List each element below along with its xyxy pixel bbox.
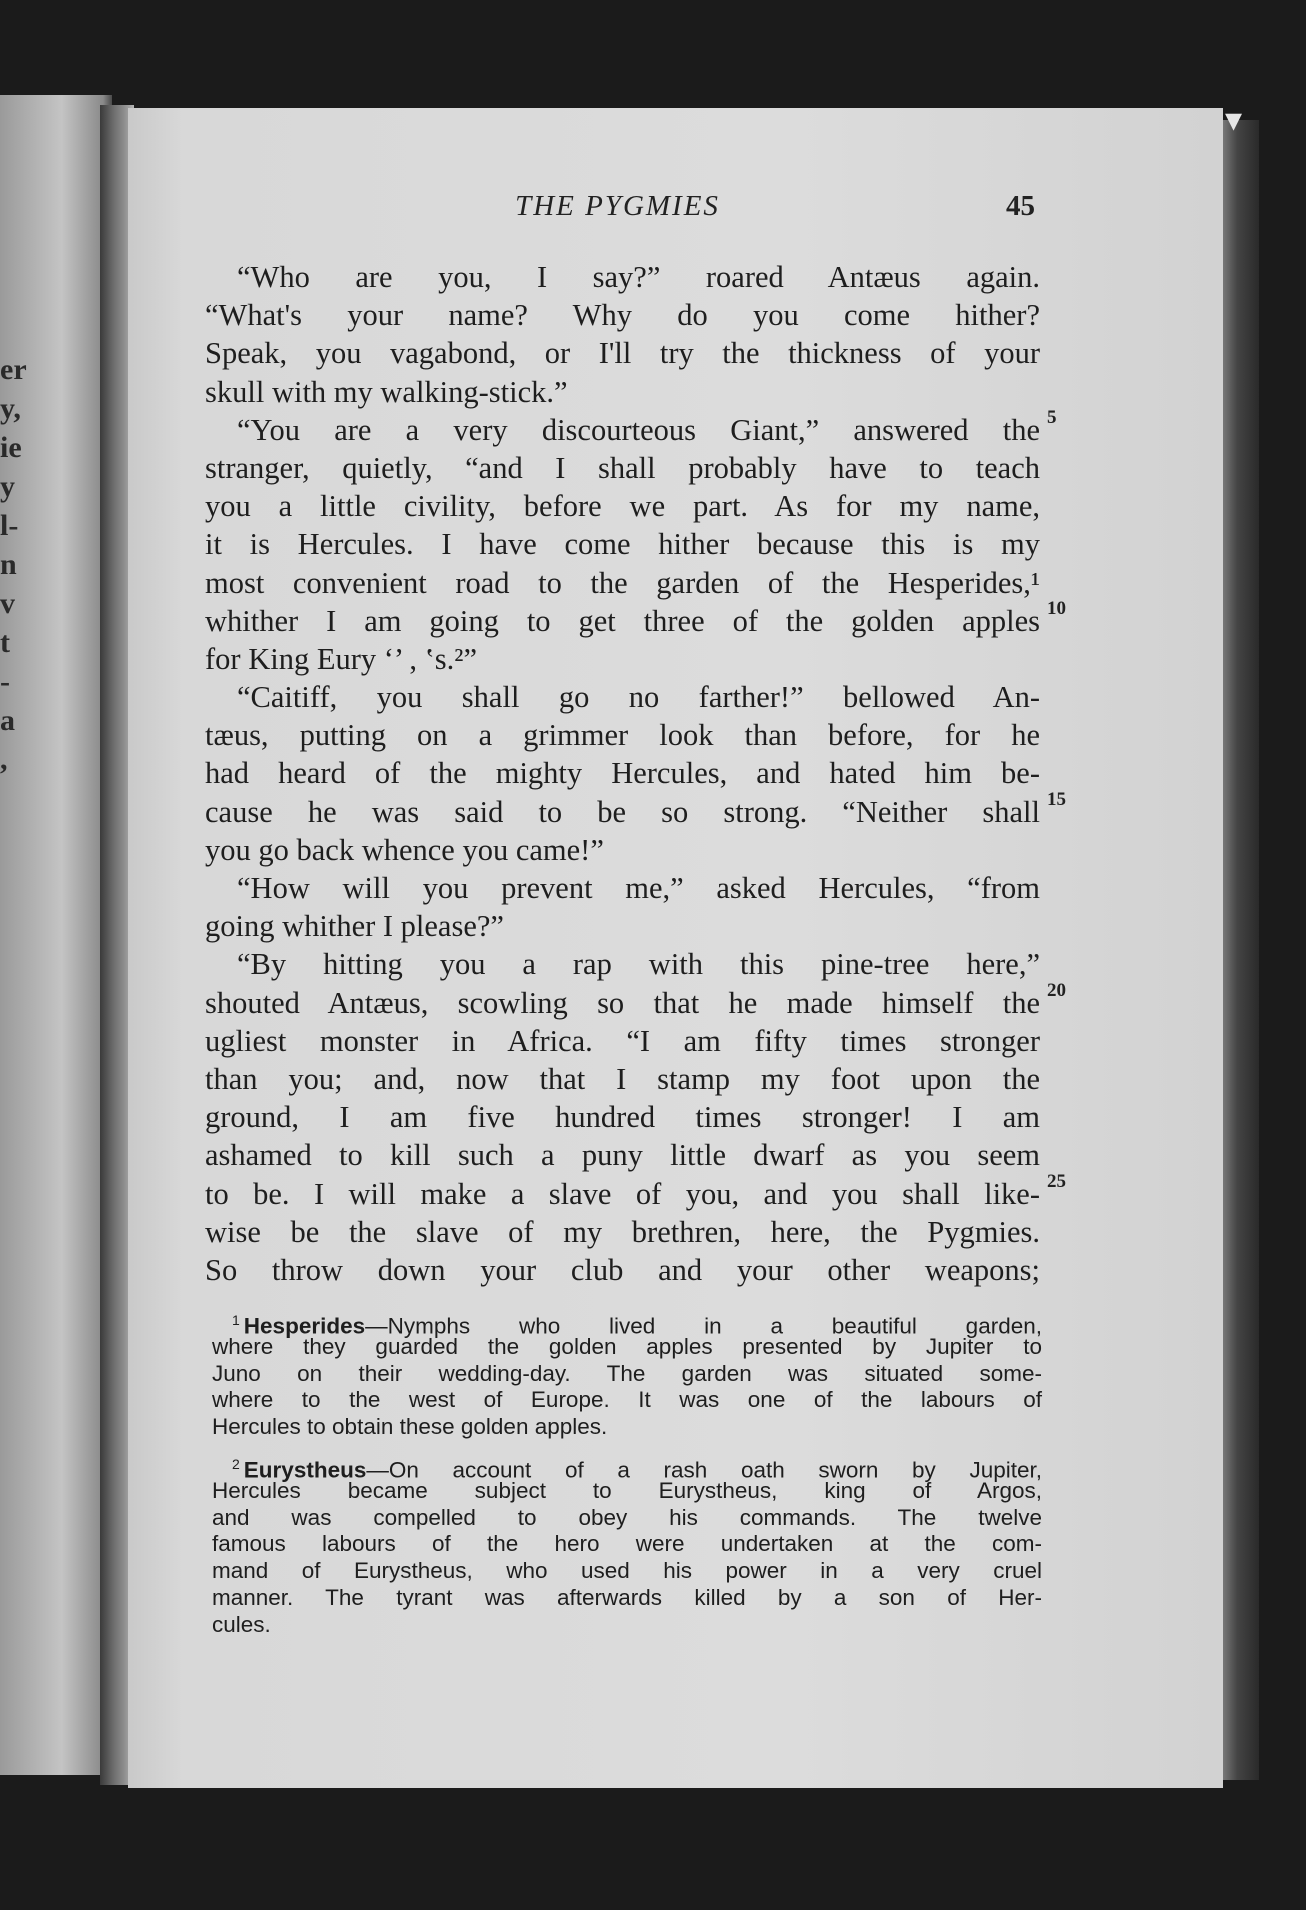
facing-page-fragment: l- [0, 509, 19, 542]
facing-page-fragment: er [0, 353, 27, 386]
page-header [200, 190, 1035, 230]
text-line: “Caitiff, you shall go no farther!” bellowed An- [237, 680, 1040, 715]
footnote-line: manner. The tyrant was afterwards killed by a son of Her- [212, 1584, 1042, 1610]
text-line: ground, I am five hundred times stronger! I am [205, 1100, 1040, 1135]
text-line: tæus, putting on a grimmer look than before, for he [205, 718, 1040, 753]
footnote-line [212, 1451, 1042, 1483]
text-line: whither I am going to get three of the golden apples [205, 603, 1040, 638]
footnote-line: Hercules to obtain these golden apples. [212, 1414, 608, 1440]
text-line: skull with my walking-stick.” [205, 374, 568, 409]
line-number: 20 [1047, 979, 1066, 1001]
facing-page-fragment: a [0, 704, 15, 737]
facing-page-fragment: n [0, 548, 17, 581]
text-line: to be. I will make a slave of you, and you shall like- [205, 1176, 1040, 1211]
footnote-text: —On account of a rash oath sworn by Jupiter, [366, 1457, 1042, 1483]
footnote-text: —Nymphs who lived in a beautiful garden, [365, 1313, 1042, 1339]
text-line: “By hitting you a rap with this pine-tree here,” [237, 947, 1040, 982]
facing-page-fragment: y [0, 470, 15, 503]
facing-page-fragment: ie [0, 431, 22, 464]
footnote-line: where to the west of Europe. It was one of the labours of [212, 1387, 1042, 1413]
text-line: had heard of the mighty Hercules, and hated him be- [205, 756, 1040, 791]
line-number: 25 [1047, 1170, 1066, 1192]
footnote-line: mand of Eurystheus, who used his power in a very cruel [212, 1558, 1042, 1584]
facing-page-fragment: - [0, 665, 10, 698]
facing-page-fragment: t [0, 626, 10, 659]
page-edge [1223, 120, 1259, 1780]
page-number: 45 [1006, 190, 1035, 222]
line-number: 15 [1047, 788, 1066, 810]
text-line: Speak, you vagabond, or I'll try the thickness of your [205, 336, 1040, 371]
text-line: it is Hercules. I have come hither because this is my [205, 527, 1040, 562]
footnote-term: Hesperides [243, 1313, 366, 1339]
facing-page-fragment: v [0, 587, 15, 620]
text-line: “What's your name? Why do you come hither? [205, 298, 1040, 333]
running-title: THE PYGMIES [515, 190, 720, 222]
footnote-line: where they guarded the golden apples presented by Jupiter to [212, 1333, 1042, 1359]
text-line: most convenient road to the garden of the Hesperides,¹ [205, 565, 1040, 600]
footnote-line: famous labours of the hero were undertaken at the com- [212, 1531, 1042, 1557]
text-line: “You are a very discourteous Giant,” answered the [237, 412, 1040, 447]
text-line: cause he was said to be so strong. “Neither shall [205, 794, 1040, 829]
footnote-line [212, 1307, 1042, 1339]
footnote [212, 1451, 1042, 1639]
text-line: you a little civility, before we part. As for my name, [205, 489, 1040, 524]
footnote-line: Hercules became subject to Eurystheus, king of Argos, [212, 1477, 1042, 1503]
footnote-number: 2 [232, 1455, 240, 1472]
facing-page-text-fragments [0, 350, 30, 779]
line-number: 10 [1047, 597, 1066, 619]
text-line: stranger, quietly, “and I shall probably have to teach [205, 450, 1040, 485]
footnote-term: Eurystheus [243, 1457, 367, 1483]
text-line: “Who are you, I say?” roared Antæus again. [237, 260, 1040, 294]
facing-page-fragment: , [0, 743, 8, 776]
corner-tab-mark: ▾ [1225, 102, 1243, 139]
text-line: “How will you prevent me,” asked Hercules, “from [237, 871, 1040, 905]
facing-page-fragment: y, [0, 392, 21, 425]
footnote [212, 1307, 1042, 1441]
text-line: you go back whence you came!” [205, 832, 604, 867]
main-text [205, 258, 1040, 1289]
footnote-line: and was compelled to obey his commands. The twelve [212, 1504, 1042, 1530]
footnote-line: cules. [212, 1611, 271, 1637]
text-line: ugliest monster in Africa. “I am fifty times stronger [205, 1023, 1040, 1058]
text-line: shouted Antæus, scowling so that he made himself the [205, 985, 1040, 1020]
text-line: ashamed to kill such a puny little dwarf as you seem [205, 1138, 1040, 1173]
facing-page [0, 95, 112, 1775]
text-line: So throw down your club and your other weapons; [205, 1252, 1040, 1287]
text-line: going whither I please?” [205, 909, 504, 944]
text-line: for King Eury ‘’ , ‛s.²” [205, 641, 477, 676]
line-number: 5 [1047, 406, 1057, 428]
text-line: than you; and, now that I stamp my foot upon the [205, 1061, 1040, 1096]
footnote-line: Juno on their wedding-day. The garden was situated some- [212, 1360, 1042, 1386]
footnotes [212, 1307, 1042, 1649]
text-line: wise be the slave of my brethren, here, the Pygmies. [205, 1214, 1040, 1249]
footnote-number: 1 [232, 1312, 240, 1328]
